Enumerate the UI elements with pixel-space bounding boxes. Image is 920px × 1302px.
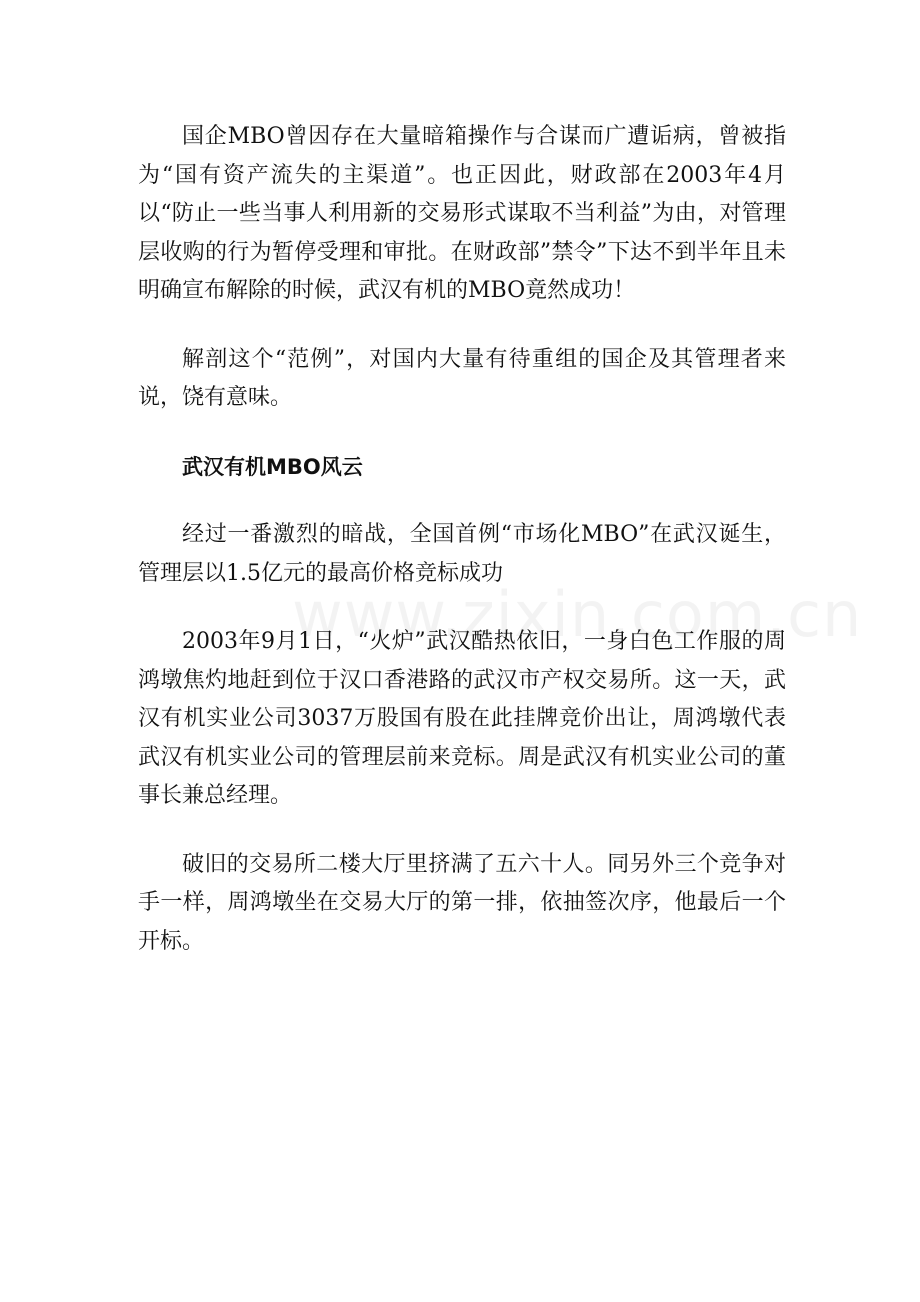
- paragraph-auction-day: 2003年9月1日，“火炉”武汉酷热依旧，一身白色工作服的周鸿墩焦灼地赶到位于汉口香港路的武汉市产权交易所。这一天，武汉有机实业公司3037万股国有股在此挂牌竞价出让，周鸿墩代表武汉有机实业公司的管理层前来竞标。周是武汉有机实业公司的董事长兼总经理。: [138, 629, 786, 808]
- paragraph-case-significance: 解剖这个“范例”，对国内大量有待重组的国企及其管理者来说，饶有意味。: [138, 346, 786, 410]
- section-heading: 武汉有机MBO风云: [182, 454, 363, 479]
- paragraph-mbo-background: 国企MBO曾因存在大量暗箱操作与合谋而广遭诟病，曾被指为“国有资产流失的主渠道”。也正因此，财政部在2003年4月以“防止一些当事人利用新的交易形式谋取不当利益”为由，对管理层收购的行为暂停受理和审批。在财政部”禁令”下达不到半年且未明确宣布解除的时候，武汉有机的MBO竟然成功！: [138, 124, 786, 303]
- paragraph-summary: 经过一番激烈的暗战，全国首例“市场化MBO”在武汉诞生，管理层以1.5亿元的最高价格竞标成功: [138, 522, 786, 586]
- document-body: [138, 118, 786, 991]
- paragraph-exchange-hall: 破旧的交易所二楼大厅里挤满了五六十人。同另外三个竞争对手一样，周鸿墩坐在交易大厅的第一排，依抽签次序，他最后一个开标。: [138, 851, 786, 954]
